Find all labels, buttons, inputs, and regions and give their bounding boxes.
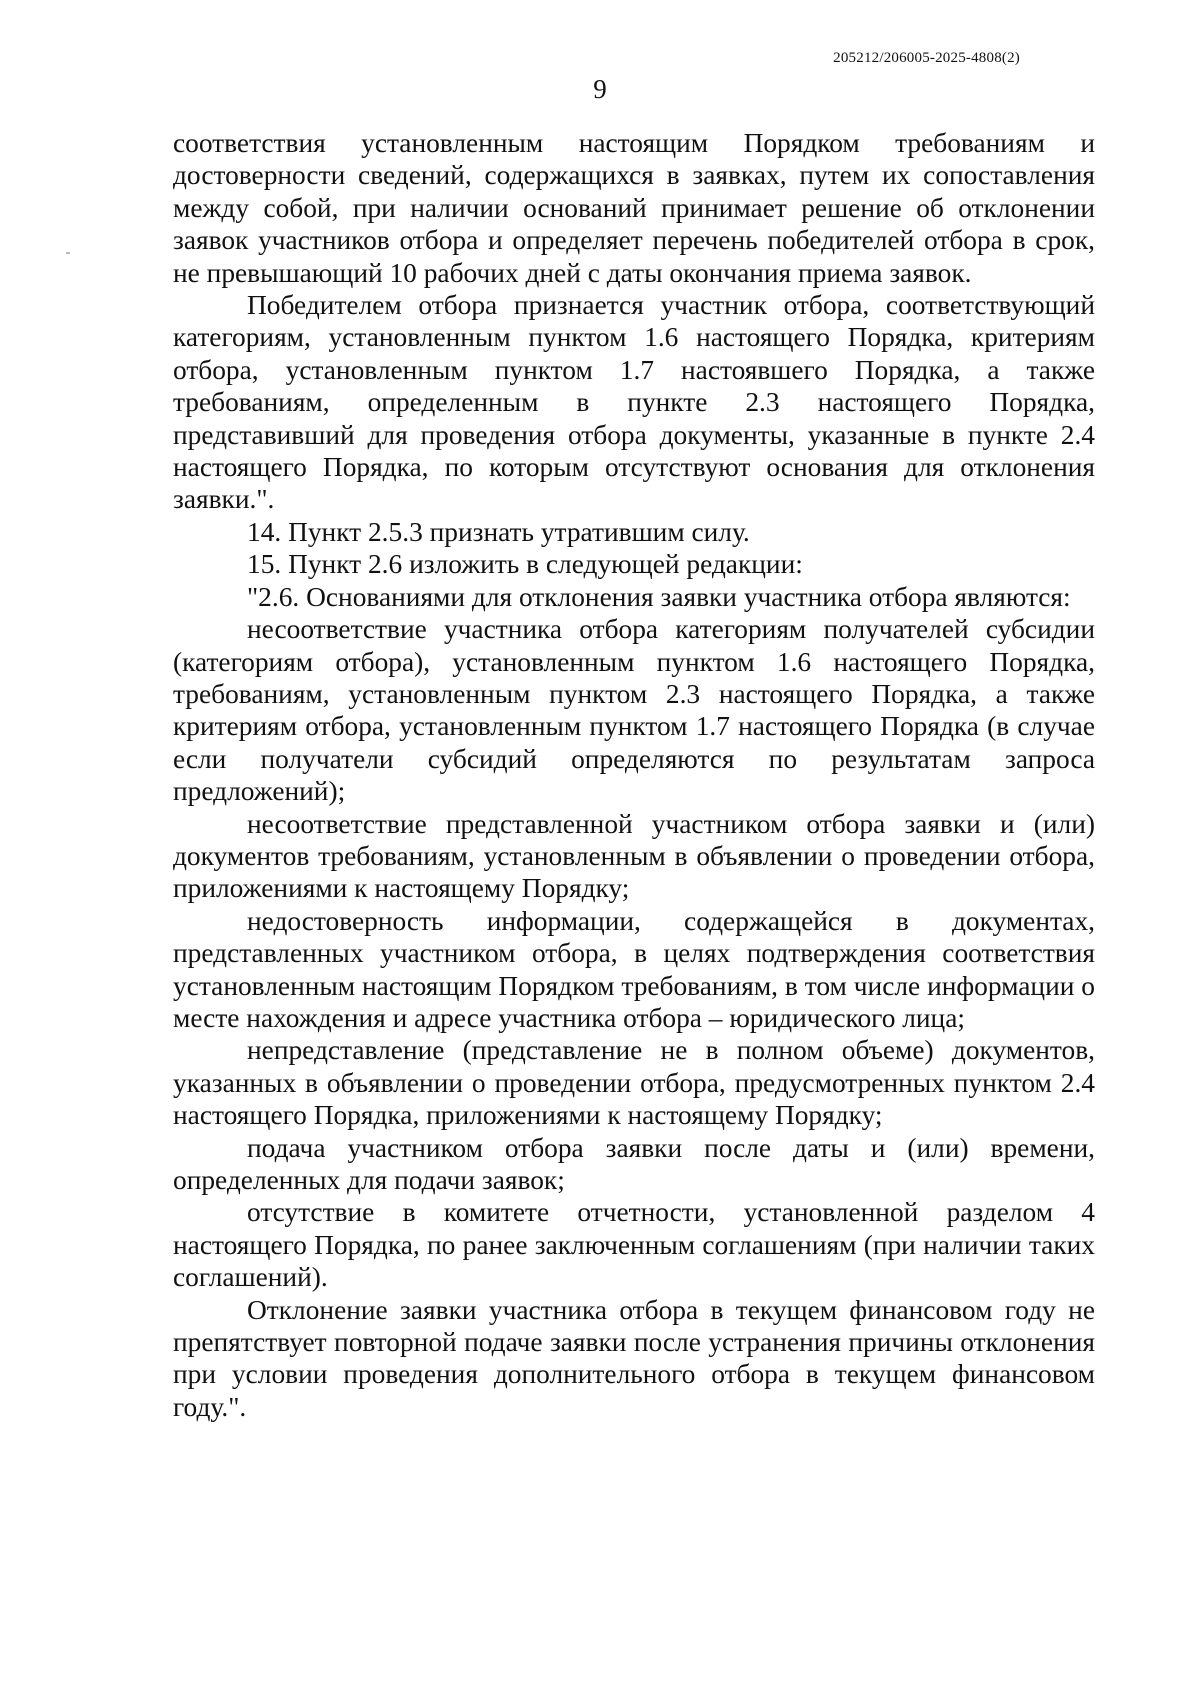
paragraph-winner-definition: Победителем отбора признается участник отбора, соответствующий категориям, установленным пунктом 1.6 настоящего Порядка, критериям отбора, установленным пунктом 1.7 настоявшего Порядка, а также требованиям, определенным в пункте 2.3 настоящего Порядка, представивший для проведения отбора документы, указанные в пункте 2.4 настоящего Порядка, по которым отсутствуют основания для отклонения заявки.". [173,290,1095,515]
scan-mark [66,252,70,254]
paragraph-ground-late: подача участником отбора заявки после даты и (или) времени, определенных для подачи заявок; [173,1132,1095,1195]
body-text [173,127,1095,1423]
paragraph-ground-unreliable: недостоверность информации, содержащейся в документах, представленных участником отбора, в целях подтверждения соответствия установленным настоящим Порядком требованиям, в том числе информации о месте нахождения и адресе участника отбора – юридического лица; [173,905,1095,1033]
paragraph-resubmission: Отклонение заявки участника отбора в текущем финансовом году не препятствует повторной подаче заявки после устранения причины отклонения при условии проведения дополнительного отбора в текущем финансовом году.". [173,1294,1095,1422]
page-number: 9 [593,74,607,104]
paragraph-continuation: соответствия установленным настоящим Порядком требованиям и достоверности сведений, содержащихся в заявках, путем их сопоставления между собой, при наличии оснований принимает решение об отклонении заявок участников отбора и определяет перечень победителей отбора в срок, не превышающий 10 рабочих дней с даты окончания приема заявок. [173,128,1095,288]
paragraph-clause-2-6: "2.6. Основаниями для отклонения заявки участника отбора являются: [247,581,1071,612]
paragraph-item-15: 15. Пункт 2.6 изложить в следующей редакции: [247,549,803,580]
paragraph-ground-category: несоответствие участника отбора категориям получателей субсидии (категориям отбора), установленным пунктом 1.6 настоящего Порядка, требованиям, установленным пунктом 2.3 настоящего Порядка, а также критериям отбора, установленным пунктом 1.7 настоящего Порядка (в случае если получатели субсидий определяются по результатам запроса предложений); [173,614,1095,807]
paragraph-ground-missing: непредставление (представление не в полном объеме) документов, указанных в объявлении о проведении отбора, предусмотренных пунктом 2.4 настоящего Порядка, приложениями к настоящему Порядку; [173,1035,1095,1131]
paragraph-ground-documents: несоответствие представленной участником отбора заявки и (или) документов требованиям, установленным в объявлении о проведении отбора, приложениями к настоящему Порядку; [173,808,1095,904]
document-number: 205212/206005-2025-4808(2) [833,50,1020,66]
paragraph-ground-reporting: отсутствие в комитете отчетности, установленной разделом 4 настоящего Порядка, по ранее заключенным соглашениям (при наличии таких соглашений). [173,1197,1095,1293]
paragraph-item-14: 14. Пункт 2.5.3 признать утратившим силу. [247,516,750,547]
